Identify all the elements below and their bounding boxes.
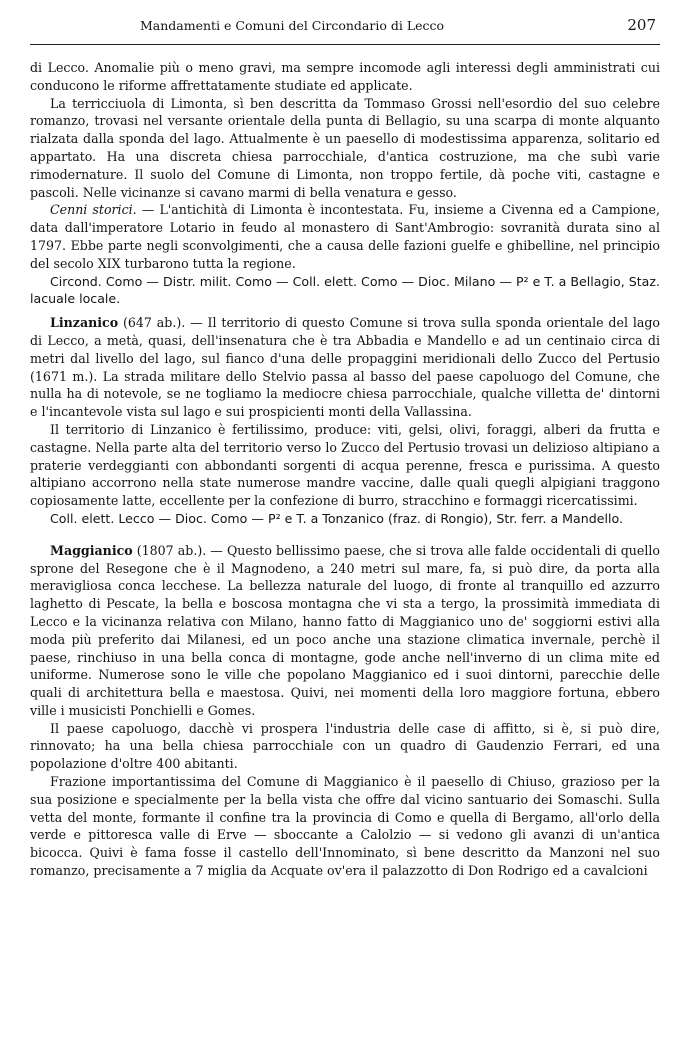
entry-name: Linzanico xyxy=(50,315,119,331)
running-header xyxy=(30,16,660,38)
entry-maggianico xyxy=(30,542,660,880)
entry-heading-paragraph xyxy=(30,542,660,720)
paragraph-cenni-storici xyxy=(30,201,660,272)
paragraph: di Lecco. Anomalie più o meno gravi, ma sempre incomode agli interessi degli amministrati cui conducono le riforme affrettatamente studiate ed applicate. xyxy=(30,60,660,93)
entry-linzanico xyxy=(30,314,660,528)
header-rule xyxy=(30,44,660,45)
section-label: Cenni storici. xyxy=(50,202,137,218)
admin-note: Coll. elett. Lecco — Dioc. Como — P² e T. a Tonzanico (fraz. di Rongio), Str. ferr. a Mandello. xyxy=(50,510,623,526)
entry-heading-paragraph xyxy=(30,314,660,421)
entry-population: (647 ab.). xyxy=(118,315,186,331)
paragraph-text: — Il territorio di questo Comune si trova sulla sponda orientale del lago di Lecco, a metà, quasi, dell'insenatura che è tra Abbadia e Mandello e ad un centinaio circa di metri dal livello del lago, sul fianco d'una delle propaggini meridionali dello Zucco del Pertusio (1671 m.). La strada militare dello Stelvio passa al basso del paese capoluogo del Comune, che nulla ha di notevole, se ne togliamo la mediocre chiesa parrocchiale, qualche villetta de' dintorni e l'incantevole vista sul lago e sui prospicienti monti della Vallassina. xyxy=(30,315,660,420)
entry-population: (1807 ab.). xyxy=(132,542,207,558)
paragraph: Frazione importantissima del Comune di Maggianico è il paesello di Chiuso, grazioso per la sua posizione e specialmente per la bella vista che offre dal vicino santuario dei Somaschi. Sulla vetta del monte, formante il confine tra la provincia di Como e quella di Bergamo, all'orlo della verde e pittoresca valle di Erve — sboccante a Calolzio — si vedono gli avanzi di un'antica bicocca. Quivi è fama fosse il castello dell'Innominato, sì bene descritto da Manzoni nel suo romanzo, precisamente a 7 miglia da Acquate ov'era il palazzotto di Don Rodrigo ed a cavalcioni xyxy=(30,774,660,879)
spacer xyxy=(30,528,660,536)
paragraph-limonta: La terricciuola di Limonta, sì ben descritta da Tommaso Grossi nell'esordio del suo celebre romanzo, trovasi nel versante orientale della punta di Bellagio, su una scarpa di monte alquanto rialzata dalla sponda del lago. Attualmente è un paesello di modestissima apparenza, solitario ed appartato. Ha una discreta chiesa parrocchiale, d'antica costruzione, ma che subì varie rimodernature. Il suolo del Comune di Limonta, non troppo fertile, dà poche viti, castagne e pascoli. Nelle vicinanze si cavano marmi di bella venatura e gesso. xyxy=(30,95,660,200)
header-title: Mandamenti e Comuni del Circondario di Lecco xyxy=(140,18,445,33)
paragraph: Il paese capoluogo, dacchè vi prospera l'industria delle case di affitto, si è, si può dire, rinnovato; ha una bella chiesa parrocchiale con un quadro di Gaudenzio Ferrari, ed una popolazione d'oltre 400 abitanti. xyxy=(30,720,660,772)
page-number: 207 xyxy=(627,16,656,34)
entry-name: Maggianico xyxy=(50,542,133,558)
admin-note: Circond. Como — Distr. milit. Como — Coll. elett. Como — Dioc. Milano — P² e T. a Bellagio, Staz. lacuale locale. xyxy=(30,273,660,307)
paragraph-text: — L'antichità di Limonta è incontestata. Fu, insieme a Civenna ed a Campione, data dall'imperatore Lotario in feudo al monastero di Sant'Ambrogio: sovranità durata sino al 1797. Ebbe parte negli sconvolgimenti, che a causa delle fazioni guelfe e ghibelline, nel principio del secolo XIX turbarono tutta la regione. xyxy=(30,202,660,271)
paragraph: Il territorio di Linzanico è fertilissimo, produce: viti, gelsi, olivi, foraggi, alberi da frutta e castagne. Nella parte alta del territorio verso lo Zucco del Pertusio trovasi un delizioso altipiano a praterie verdeggianti con abbondanti sorgenti di acqua perenne, fresca e purissima. A questo altipiano accorrono nella state numerose mandre vaccine, dalle quali quegli alpigiani traggono copiosamente latte, eccellente per la confezione di burro, stracchino e formaggi ricercatissimi. xyxy=(30,421,660,509)
page-body xyxy=(30,59,660,880)
paragraph-text: — Questo bellissimo paese, che si trova alle falde occidentali di quello sprone del Resegone che è il Magnodeno, a 240 metri sul mare, fa, si può dire, da porta alla meravigliosa conca lecchese. La bellezza naturale del luogo, di fronte al tranquillo ed azzurro laghetto di Pescate, la bella e boscosa montagna che vi sta a tergo, la prossimità immediata di Lecco e la vicinanza relativa con Milano, hanno fatto di Maggianico uno de' soggiorni estivi alla moda più preferito dai Milanesi, ed un poco anche una stazione climatica invernale, perchè il paese, rinchiuso in una bella conca di montagne, gode anche nell'inverno di un clima mite ed uniforme. Numerose sono le ville che popolano Maggianico ed i suoi dintorni, parecchie delle quali di architettura bella e maestosa. Quivi, nei momenti della loro maggiore fortuna, ebbero ville i musicisti Ponchielli e Gomes. xyxy=(30,542,660,718)
